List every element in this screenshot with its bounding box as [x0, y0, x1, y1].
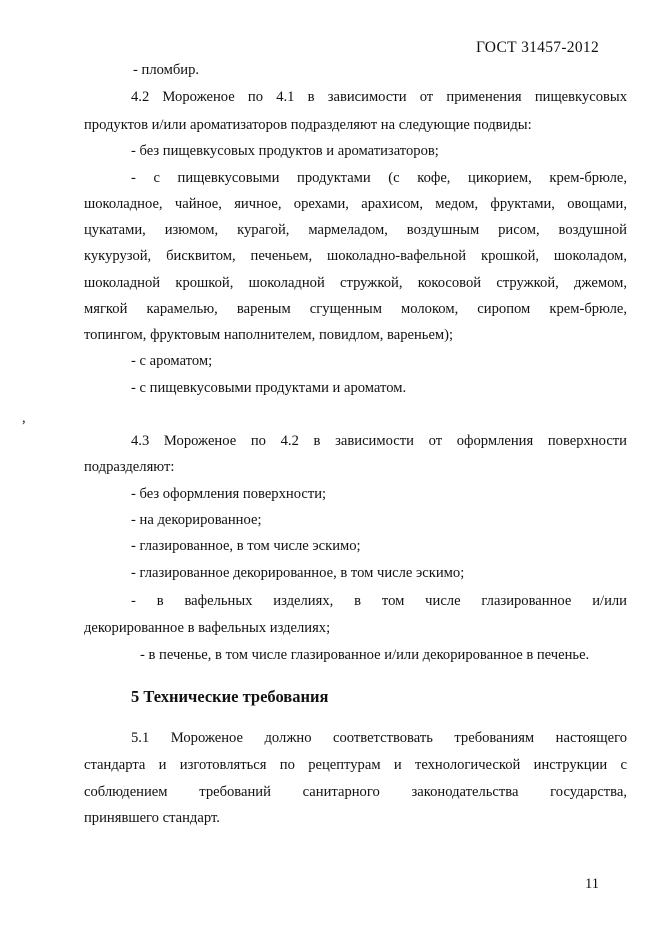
text-line: 5.1 Мороженое должно соответствовать требованиям настоящего	[131, 730, 627, 746]
text-line: кукурузой, бисквитом, печеньем, шоколадно-вафельной крошкой, шоколадом,	[84, 248, 627, 264]
text-line: - в печенье, в том числе глазированное и/или декорированное в печенье.	[140, 647, 590, 663]
text-line: топингом, фруктовым наполнителем, повидлом, вареньем);	[84, 327, 454, 343]
text-line: подразделяют:	[84, 459, 175, 475]
text-line: шоколадное, чайное, яичное, орехами, арахисом, медом, фруктами, овощами,	[84, 196, 627, 212]
text-line: - глазированное декорированное, в том числе эскимо;	[131, 565, 465, 581]
text-line: - без пищевкусовых продуктов и ароматизаторов;	[131, 143, 439, 159]
document-code: ГОСТ 31457-2012	[475, 39, 599, 56]
text-line: мягкой карамелью, вареным сгущенным молоком, сиропом крем-брюле,	[84, 301, 627, 317]
text-line: - без оформления поверхности;	[131, 486, 327, 502]
text-line: продуктов и/или ароматизаторов подразделяют на следующие подвиды:	[84, 117, 532, 133]
text-line: 4.3 Мороженое по 4.2 в зависимости от оформления поверхности	[131, 433, 627, 449]
text-line: - с пищевкусовыми продуктами и ароматом.	[131, 380, 407, 396]
text-line: соблюдением требований санитарного законодательства государства,	[84, 784, 627, 800]
text-line: - в вафельных изделиях, в том числе глазированное и/или	[131, 593, 627, 609]
text-line: 4.2 Мороженое по 4.1 в зависимости от применения пищевкусовых	[131, 89, 627, 105]
text-line: стандарта и изготовляться по рецептурам и технологической инструкции с	[84, 757, 627, 773]
text-line: - с ароматом;	[131, 353, 213, 369]
page-number: 11	[584, 876, 599, 892]
text-line: шоколадной крошкой, шоколадной стружкой, кокосовой стружкой, джемом,	[84, 275, 627, 291]
text-line: - с пищевкусовыми продуктами (с кофе, цикорием, крем-брюле,	[131, 170, 627, 186]
section-heading: 5 Технические требования	[131, 687, 329, 706]
text-line: цукатами, изюмом, курагой, мармеладом, воздушным рисом, воздушной	[84, 222, 627, 238]
text-line: принявшего стандарт.	[84, 810, 220, 826]
text-line: - глазированное, в том числе эскимо;	[131, 538, 361, 554]
text-line: - пломбир.	[133, 62, 200, 78]
stray-mark: ,	[22, 410, 26, 426]
text-line: декорированное в вафельных изделиях;	[84, 620, 331, 636]
text-line: - на декорированное;	[131, 512, 262, 528]
